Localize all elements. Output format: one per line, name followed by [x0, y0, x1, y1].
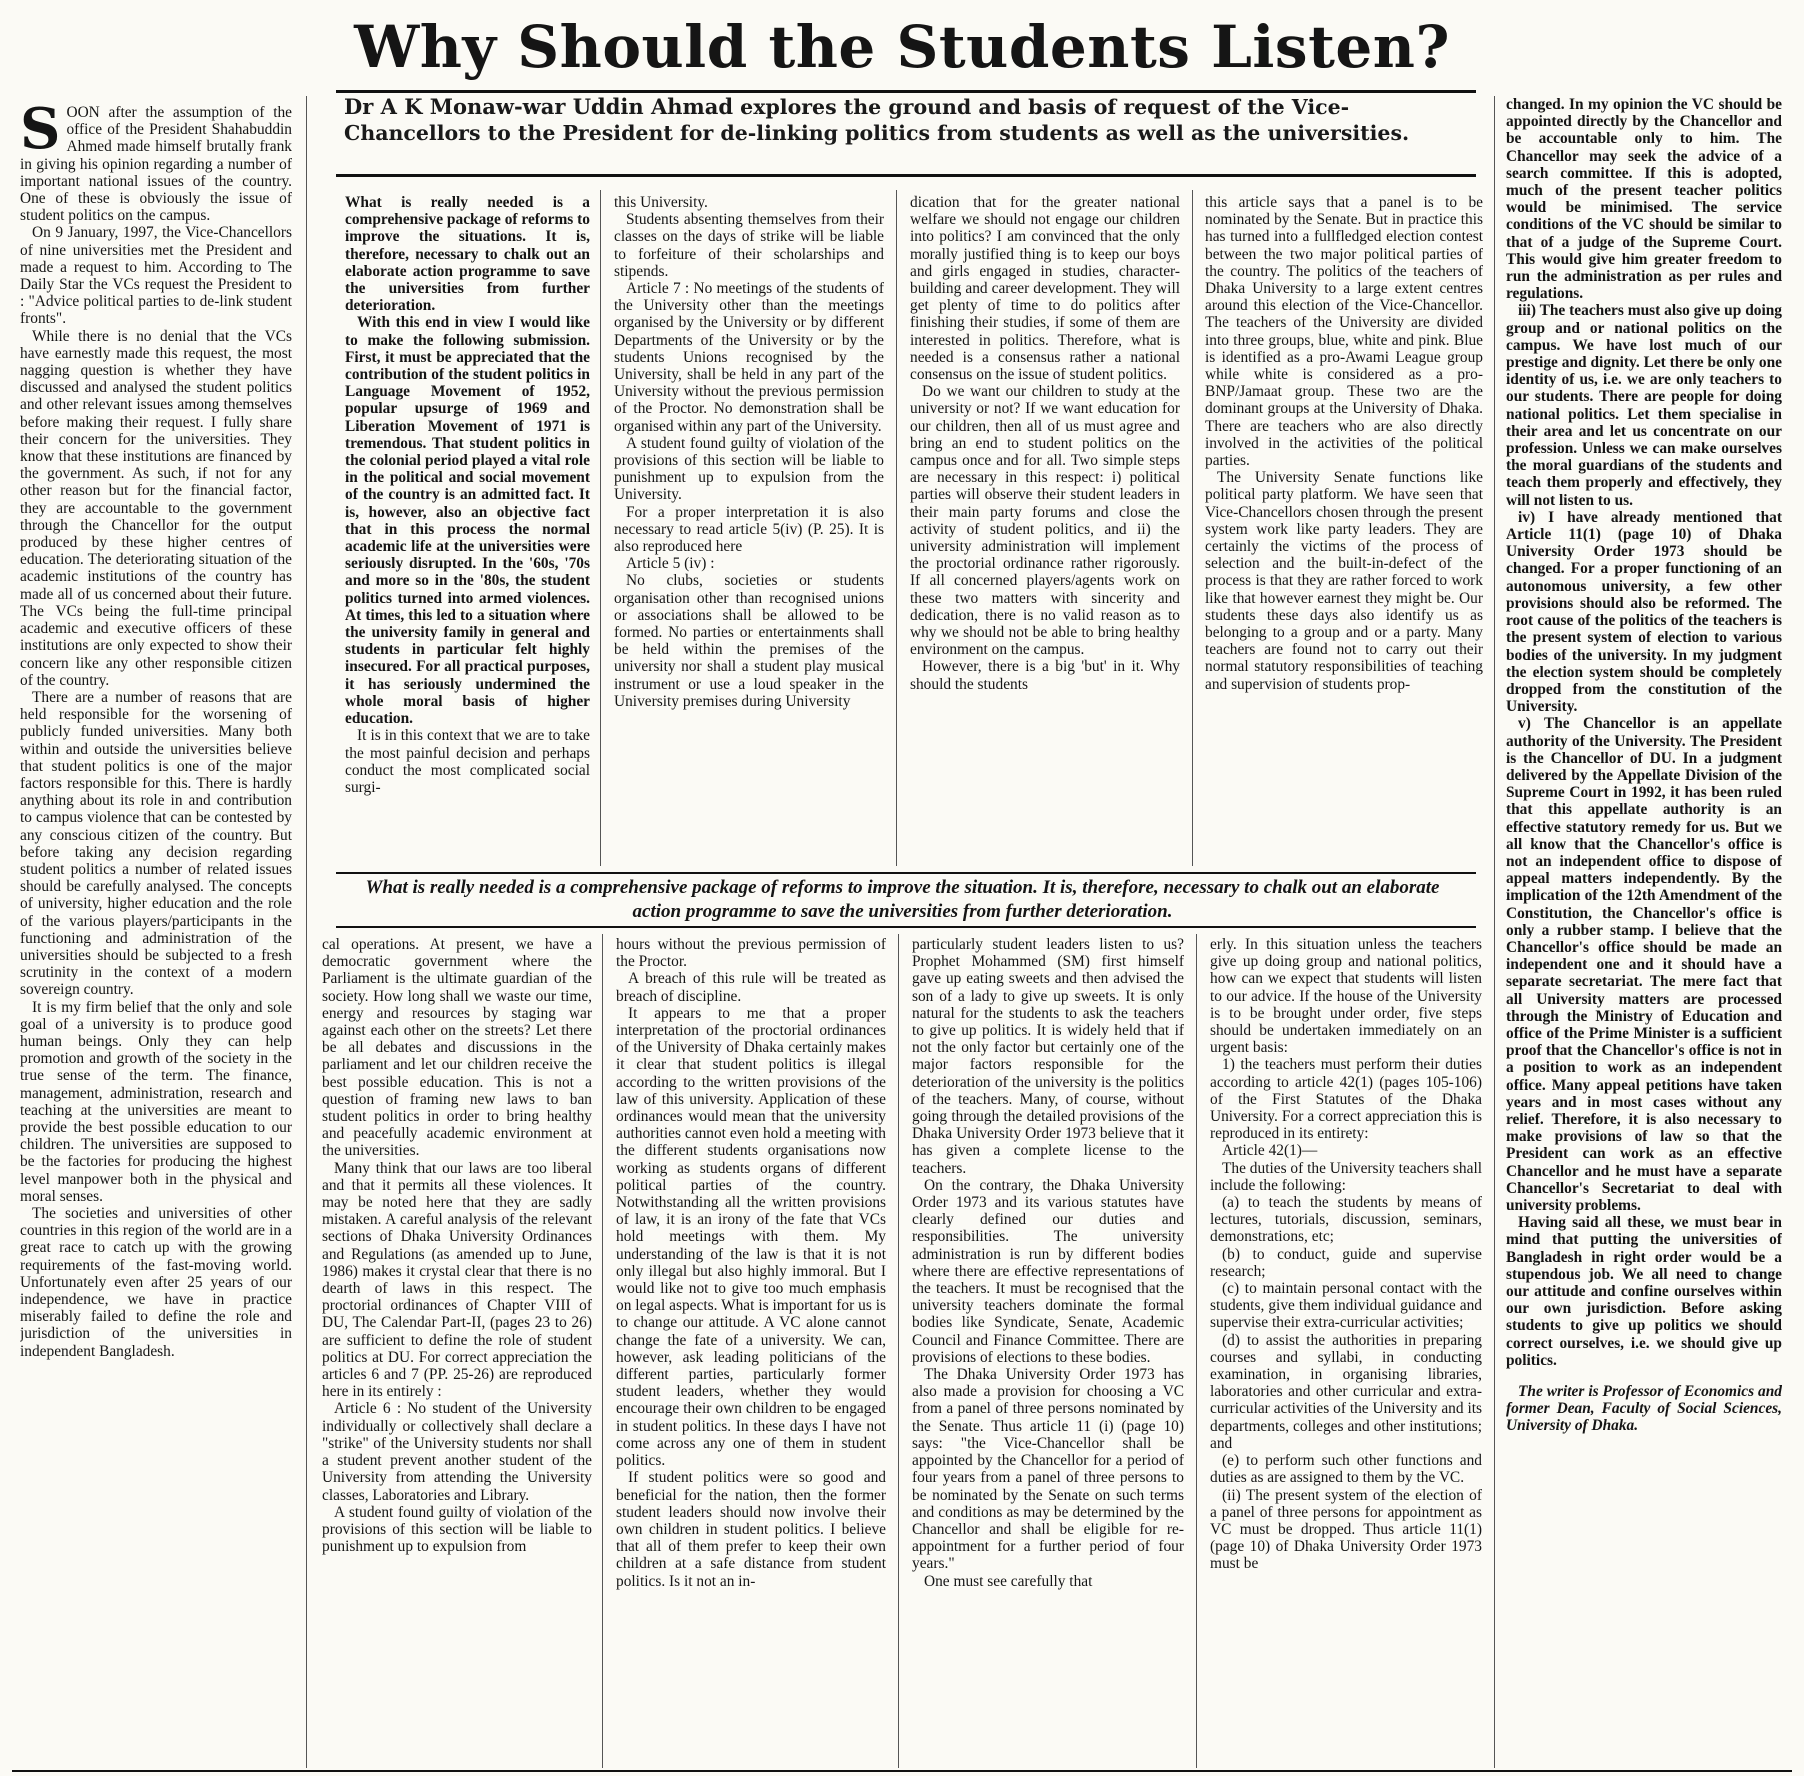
- column-divider: [600, 190, 601, 866]
- column-1: [20, 104, 292, 1768]
- paragraph: It is my firm belief that the only and sole goal of a university is to produce good human beings. Only they can help promotion and growth of the society in the true sense of the term. The finance, management, administration, research and teaching at the universities are meant to provide the best possible education to our children. The universities are supposed to be the factories for producing the highest level manpower both in the physical and moral senses.: [20, 998, 292, 1205]
- paragraph: One must see carefully that: [924, 1572, 1093, 1590]
- column-5-bottom: [1210, 936, 1482, 1766]
- column-3-top: [614, 194, 884, 864]
- paragraph: Article 7 : No meetings of the students of the University other than the meetings organised by the University or by different Departments of the University or by the students Unions recognised by the University, shall be held in any part of the University without the previous permission of the Proctor. No demonstration shall be organised within any part of the University.: [614, 280, 884, 435]
- column-3-bottom: [616, 936, 886, 1766]
- column-2-bottom: [322, 936, 592, 1766]
- paragraph: The University Senate functions like political party platform. We have seen that Vice-Chancellors chosen through the present system work like party leaders. They are certainly the victims of the process of selection and the built-in-defect of the process is that they are rather forced to work like that however earnest they might be. Our students these days also identify us as belonging to a group and or a party. Many teachers are found not to carry out their normal statutory responsibilities of teaching and supervision of students prop-: [1205, 469, 1483, 693]
- column-2-top: [345, 194, 590, 864]
- paragraph: On 9 January, 1997, the Vice-Chancellors of nine universities met the President and made a request to him. According to The Daily Star the VCs request the President to : "Advice political parties to de-link student fronts".: [20, 224, 292, 328]
- paragraph: particularly student leaders listen to us? Prophet Mohammed (SM) first himself gave up eating sweets and then advised the son of a lady to give up sweets. It is only natural for the students to ask the teachers to give up politics. It is widely held that if not the only factor but certainly one of the major factors responsible for the deterioration of the university is the politics of the teachers. Many, of course, without going through the detailed provisions of the Dhaka University Order 1973 believe that it has given a complete license to the teachers.: [912, 936, 1184, 1177]
- paragraph: Article 6 : No student of the University individually or collectively shall declare a "strike" of the University students nor shall a student prevent another student of the University from attending the University classes, Laboratories and Library.: [322, 1400, 592, 1504]
- column-4-bottom: [912, 936, 1184, 1766]
- paragraph: this article says that a panel is to be nominated by the Senate. But in practice this has turned into a fullfledged election contest between the two major political parties of the country. The politics of the teachers of Dhaka University to a large extent centres around this election of the Vice-Chancellor. The teachers of the University are divided into three groups, blue, white and pink. Blue is identified as a pro-Awami League group while white is considered as a pro-BNP/Jamaat group. These two are the dominant groups at the University of Dhaka. There are teachers who are also directly involved in the activities of the political parties.: [1205, 194, 1483, 470]
- paragraph: (d) to assist the authorities in preparing courses and syllabi, in conducting examination, in organising libraries, laboratories and other curricular and extra-curricular activities of the University and its departments, colleges and other institutions; and: [1210, 1331, 1482, 1452]
- paragraph: With this end in view I would like to make the following submission. First, it must be appreciated that the contribution of the student politics in Language Movement of 1952, popular upsurge of 1969 and Liberation Movement of 1971 is tremendous. That student politics in the colonial period played a vital role in the political and social movement of the country is an admitted fact. It is, however, also an objective fact that in this process the normal academic life at the universities were seriously disrupted. In the '60s, '70s and more so in the '80s, the student politics turned into armed violences. At times, this led to a situation where the university family in general and students in particular felt highly insecured. For all practical purposes, it has seriously undermined the whole moral basis of higher education.: [345, 314, 590, 728]
- paragraph: erly. In this situation unless the teachers give up doing group and national politics, how can we expect that students will listen to our advice. If the house of the University is to be brought under order, five steps should be undertaken immediately on an urgent basis:: [1210, 936, 1482, 1057]
- paragraph: (b) to conduct, guide and supervise research;: [1210, 1245, 1482, 1280]
- paragraph: The duties of the University teachers shall include the following:: [1210, 1159, 1482, 1194]
- byline: Dr A K Monaw-war Uddin Ahmad: [344, 94, 734, 119]
- column-4-top: [910, 194, 1180, 864]
- paragraph: (a) to teach the students by means of lectures, tutorials, discussion, seminars, demonstrations, etc;: [1210, 1194, 1482, 1246]
- column-divider: [1192, 190, 1193, 866]
- paragraph: Having said all these, we must bear in mind that putting the universities of Bangladesh in right order would be a stupendous job. We all need to change our attitude and confine ourselves within our own jurisdiction. Before asking students to give up politics we should correct ourselves, i.e. we should give up politics.: [1506, 1214, 1782, 1369]
- paragraph: On the contrary, the Dhaka University Order 1973 and its various statutes have clearly defined our duties and responsibilities. The university administration is run by different bodies where there are effective representations of the teachers. It must be recognised that the university teachers dominate the formal bodies like Syndicate, Senate, Academic Council and Finance Committee. There are provisions of elections to these bodies.: [912, 1176, 1184, 1366]
- deck-top-rule: [336, 90, 1476, 93]
- paragraph: No clubs, societies or students organisation other than recognised unions or associations shall be allowed to be formed. No parties or entertainments shall be held within the premises of the university nor shall a student play musical instrument or use a loud speaker in the University premises during University: [614, 572, 884, 710]
- paragraph: While there is no denial that the VCs have earnestly made this request, the most nagging question is whether they have discussed and analysed the student politics and other relevant issues among themselves before making their request. I fully share their concern for the universities. They know that these institutions are financed by the government. As such, if not for any other reason but for the financial factor, they are accountable to the government through the Chancellor for the output produced by these higher centres of education. The deteriorating situation of the academic institutions of the country has made all of us concerned about their future. The VCs being the full-time principal academic and executive officers of these institutions are only expected to show their concern like any other responsible citizen of the country.: [20, 327, 292, 689]
- lead-paragraph: SOON after the assumption of the office of the President Shahabuddin Ahmed made himself brutally frank in giving his opinion regarding a number of important national issues of the country. One of these is obviously the issue of student politics on the campus.: [20, 104, 292, 225]
- deck-text: explores the ground and basis of request of the Vice-Chancellors to the President for de-linking politics from students as well as the universities.: [344, 95, 1410, 145]
- column-divider: [896, 190, 897, 866]
- paragraph: changed. In my opinion the VC should be appointed directly by the Chancellor and be accountable only to him. The Chancellor may seek the advice of a search committee. If this is adopted, much of the present teacher politics would be minimised. The service conditions of the VC should be similar to that of a judge of the Supreme Court. This would give him greater freedom to run the administration as per rules and regulations.: [1506, 96, 1782, 303]
- paragraph: It appears to me that a proper interpretation of the proctorial ordinances of the University of Dhaka certainly makes it clear that student politics is illegal according to the written provisions of the law of this university. Application of these ordinances would mean that the university authorities cannot even hold a meeting with the different students organisations now working as students organs of different political parties of the country. Notwithstanding all the written provisions of law, it is an irony of the fate that VCs hold meetings with them. My understanding of the law is that it is not only illegal but also highly immoral. But I would like not to give too much emphasis on legal aspects. What is important for us is to change our attitude. A VC alone cannot change the fate of a university. We can, however, ask leading politicians of the different parties, particularly former student leaders, whether they would encourage their own children to be engaged in student politics. In these days I have not come across any one of them in student politics.: [616, 1004, 886, 1470]
- deck: [344, 94, 1474, 146]
- pull-quote-bottom-rule: [336, 926, 1476, 928]
- paragraph: A student found guilty of violation of the provisions of this section will be liable to punishment up to expulsion from the University.: [614, 434, 884, 504]
- paragraph: (ii) The present system of the election of a panel of three persons for appointment as VC must be dropped. Thus article 11(1) (page 10) of Dhaka University Order 1973 must be: [1210, 1486, 1482, 1573]
- paragraph: A breach of this rule will be treated as breach of discipline.: [616, 970, 886, 1005]
- paragraph: The societies and universities of other countries in this region of the world are in a great race to catch up with the growing requirements of the fast-moving world. Unfortunately even after 25 years of our independence, we have in practice miserably failed to define the role and jurisdiction of the universities in independent Bangladesh.: [20, 1205, 292, 1360]
- paragraph: dication that for the greater national welfare we should not engage our children into politics? I am convinced that the only morally justified thing is to keep our boys and girls engaged in studies, character-building and career development. They will get plenty of time to do politics after finishing their studies, if some of them are interested in politics. Therefore, what is needed is a consensus rather a national consensus on the issue of student politics.: [910, 194, 1180, 384]
- paragraph: this University.: [614, 194, 708, 211]
- column-divider: [306, 96, 307, 1768]
- deck-bottom-rule: [336, 174, 1476, 177]
- paragraph: hours without the previous permission of the Proctor.: [616, 936, 886, 971]
- column-divider: [898, 934, 899, 1768]
- column-divider: [1196, 934, 1197, 1768]
- headline: Why Should the Students Listen?: [354, 13, 1450, 81]
- paragraph: However, there is a big 'but' in it. Why should the students: [910, 658, 1180, 693]
- paragraph: Students absenting themselves from their classes on the days of strike will be liable to forfeiture of their scholarships and stipends.: [614, 211, 884, 280]
- pull-quote-top-rule: [336, 872, 1476, 874]
- paragraph: What is really needed is a comprehensive package of reforms to improve the situations. It is, therefore, necessary to chalk out an elaborate action programme to save the universities from further deterioration.: [345, 194, 590, 315]
- column-divider: [602, 934, 603, 1768]
- paragraph: There are a number of reasons that are held responsible for the worsening of publicly funded universities. Many both within and outside the universities believe that student politics is one of the major factors responsible for this. There is hardly anything about its role in and contribution to campus violence that can be contested by any conscious citizen of the country. But before taking any decision regarding student politics a number of related issues should be carefully analysed. The concepts of university, higher education and the role of the various players/participants in the functioning and administration of the universities should be subjected to a fresh scrutinity in the context of a modern sovereign country.: [20, 688, 292, 999]
- paragraph: It is in this context that we are to take the most painful decision and perhaps conduct the most complicated social surgi-: [345, 727, 590, 796]
- paragraph: cal operations. At present, we have a democratic government where the Parliament is the ultimate guardian of the society. How long shall we waste our time, energy and resources by staging war against each other on the streets? Let there be all debates and discussions in the parliament and let our children receive the best possible education. This is not a question of framing new laws to ban student politics in order to bring healthy and peacefully academic environment at the universities.: [322, 936, 592, 1160]
- paragraph: v) The Chancellor is an appellate authority of the University. The President is the Chancellor of DU. In a judgment delivered by the Appellate Division of the Supreme Court in 1992, it has been ruled that this appellate authority is an effective statutory remedy for us. But we all know that the Chancellor's office is not an independent office to dispose of appeal matters independently. By the implication of the 12th Amendment of the Constitution, the Chancellor's office is only a rubber stamp. I believe that the Chancellor's office should be made an independent one and it should have a separate secretariat. The mere fact that all University matters are processed through the Ministry of Education and office of the Prime Minister is a sufficient proof that the Chancellor's office is not in a position to work as an independent office. Many appeal petitions have taken years and in most cases without any relief. Therefore, it is also necessary to make provisions of law so that the President can work as an effective Chancellor and he must have a separate Chancellor's Secretariat to deal with university problems.: [1506, 715, 1782, 1214]
- column-6: [1506, 96, 1782, 1768]
- paragraph: Article 42(1)—: [1222, 1142, 1318, 1160]
- paragraph: 1) the teachers must perform their duties according to article 42(1) (pages 105-106) of the First Statutes of the Dhaka University. For a correct appreciation this is reproduced in its entirety:: [1210, 1056, 1482, 1143]
- column-5-top: [1205, 194, 1483, 864]
- paragraph: The Dhaka University Order 1973 has also made a provision for choosing a VC from a panel of three persons nominated by the Senate. Thus article 11 (i) (page 10) says: "the Vice-Chancellor shall be appointed by the Chancellor for a period of four years from a panel of three persons to be nominated by the Senate on such terms and conditions as may be determined by the Chancellor and shall be eligible for re-appointment for a further period of four years.": [912, 1366, 1184, 1573]
- paragraph: A student found guilty of violation of the provisions of this section will be liable to punishment up to expulsion from: [322, 1503, 592, 1556]
- paragraph: Do we want our children to study at the university or not? If we want education for our children, then all of us must agree and bring an end to student politics on the campus once and for all. Two simple steps are necessary in this respect: i) political parties will observe their student leaders in their main party forums and close the activity of student politics, and ii) the university administration will implement the proctorial ordinance rather rigorously. If all concerned players/agents work on these two matters with sincerity and dedication, there is no valid reason as to why we should not be able to bring healthy environment on the campus.: [910, 383, 1180, 659]
- paragraph: (e) to perform such other functions and duties as are assigned to them by the VC.: [1210, 1452, 1482, 1487]
- paragraph: For a proper interpretation it is also necessary to read article 5(iv) (P. 25). It is also reproduced here: [614, 503, 884, 556]
- paragraph: Article 5 (iv) :: [626, 555, 715, 573]
- pull-quote: What is really needed is a comprehensive package of reforms to improve the situation. It is, therefore, necessary to chalk out an elaborate action programme to save the universities from further deterioration.: [365, 877, 1440, 922]
- drop-cap: S: [20, 104, 61, 162]
- paragraph: iv) I have already mentioned that Article 11(1) (page 10) of Dhaka University Order 1973 should be changed. For a proper functioning of an autonomous university, a few other provisions should also be reformed. The root cause of the politics of the teachers is the present system of election to various bodies of the university. In my judgment the election system should be completely dropped from the constitution of the University.: [1506, 508, 1782, 716]
- column-divider: [1494, 96, 1495, 1768]
- paragraph: Many think that our laws are too liberal and that it permits all these violences. It may be noted here that they are sadly mistaken. A careful analysis of the relevant sections of Dhaka University Ordinances and Regulations (as amended up to June, 1986) makes it crystal clear that there is no dearth of laws in this respect. The proctorial ordinances of Chapter VIII of DU, The Calendar Part-II, (pages 23 to 26) are sufficient to define the role of student politics at DU. For correct appreciation the articles 6 and 7 (PP. 25-26) are reproduced here in its entirely :: [322, 1159, 592, 1401]
- paragraph: (c) to maintain personal contact with the students, give them individual guidance and supervise their extra-curricular activities;: [1210, 1280, 1482, 1332]
- author-credit: The writer is Professor of Economics and former Dean, Faculty of Social Sciences, University of Dhaka.: [1506, 1383, 1782, 1435]
- paragraph: iii) The teachers must also give up doing group and or national politics on the campus. We have lost much of our prestige and dignity. Let there be only one identity of us, i.e. we are only teachers to our students. There are people for doing national politics. Let them specialise in their area and let us concentrate on our profession. Unless we can make ourselves the moral guardians of the students and teach them properly and effectively, they will not listen to us.: [1506, 302, 1782, 509]
- paragraph: If student politics were so good and beneficial for the nation, then the former student leaders should now involve their own children in student politics. I believe that all of them prefer to keep their own children at a safe distance from student politics. Is it not an in-: [616, 1469, 886, 1590]
- page-bottom-rule: [12, 1770, 1792, 1772]
